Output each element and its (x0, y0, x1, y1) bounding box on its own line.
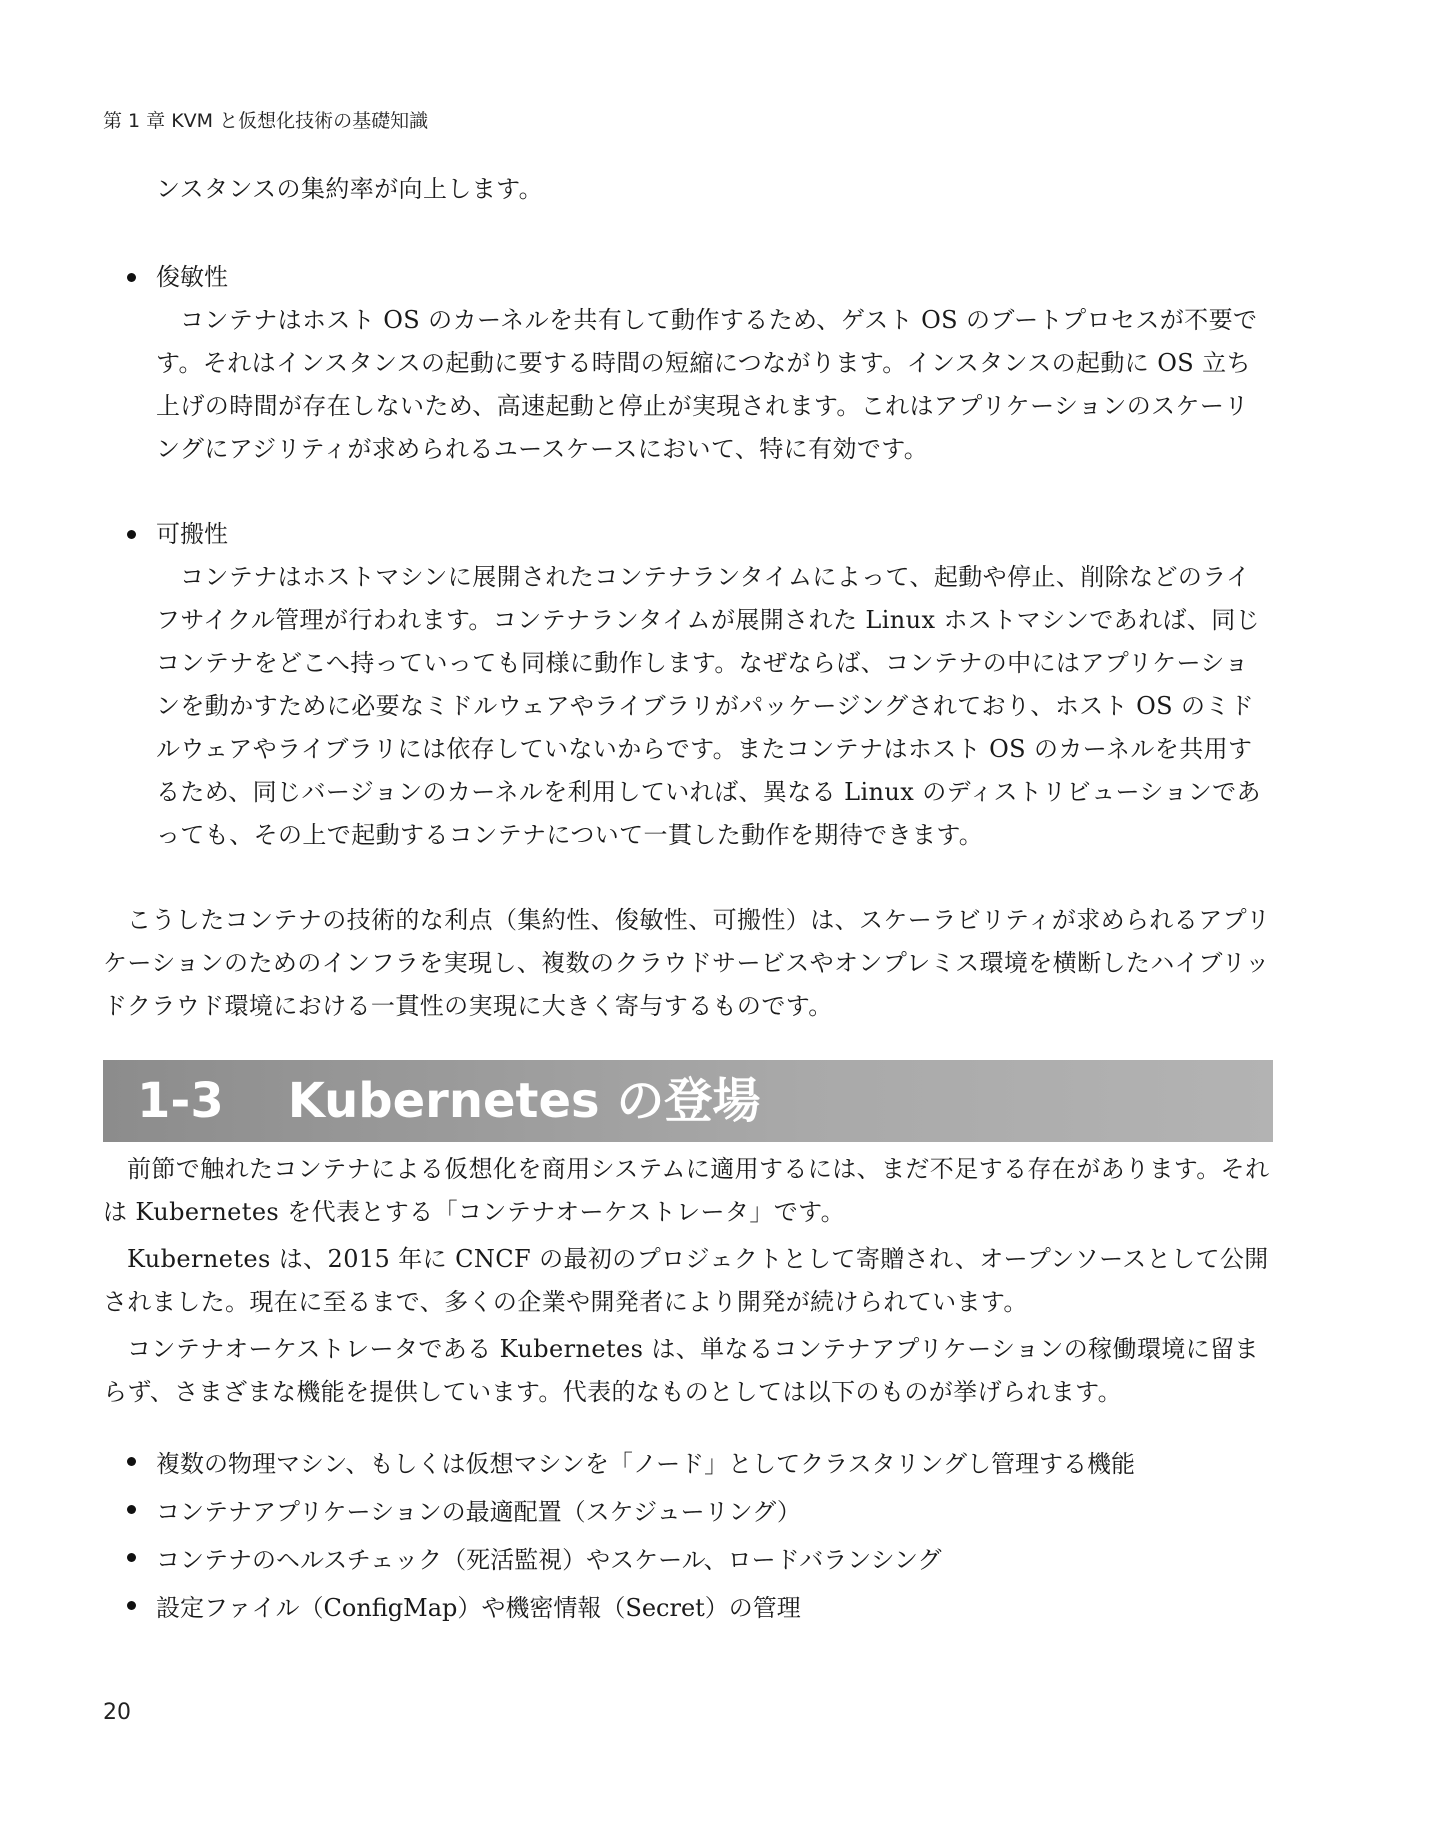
list-item-text: コンテナのヘルスチェック（死活監視）やスケール、ロードバランシング (156, 1546, 942, 1574)
bullet-icon (127, 1457, 136, 1466)
capability-list (103, 1440, 1273, 1632)
feature-title: 可搬性 (156, 520, 228, 548)
body-paragraph: Kubernetes は、2015 年に CNCF の最初のプロジェクトとして寄贈され、オープンソースとして公開されました。現在に至るまで、多くの企業や開発者により開発が続けられています。 (103, 1245, 1269, 1316)
list-item (103, 1584, 1273, 1632)
bullet-icon (127, 1553, 136, 1562)
page-number: 20 (103, 1700, 131, 1725)
body-paragraph: 前節で触れたコンテナによる仮想化を商用システムに適用するには、まだ不足する存在があります。それは Kubernetes を代表とする「コンテナオーケストレータ」です。 (103, 1155, 1270, 1226)
bullet-icon (127, 1505, 136, 1514)
section-title: Kubernetes の登場 (287, 1073, 761, 1129)
list-item-text: 設定ファイル（ConfigMap）や機密情報（Secret）の管理 (156, 1594, 801, 1622)
feature-body: コンテナはホストマシンに展開されたコンテナランタイムによって、起動や停止、削除などのライフサイクル管理が行われます。コンテナランタイムが展開された Linux ホストマシンであれば、同じコンテナをどこへ持っていっても同様に動作します。なぜならば、コンテナの中にはアプリケーションを動かすために必要なミドルウェアやライブラリがパッケージングされており、ホスト OS のミドルウェアやライブラリには依存していないからです。またコンテナはホスト OS のカーネルを共用するため、同じバージョンのカーネルを利用していれば、異なる Linux のディストリビューションであっても、その上で起動するコンテナについて一貫した動作を期待できます。 (156, 563, 1261, 849)
feature-list (103, 256, 1273, 857)
bullet-icon (127, 1601, 136, 1610)
bullet-icon (127, 273, 136, 282)
list-item-text: 複数の物理マシン、もしくは仮想マシンを「ノード」としてクラスタリングし管理する機能 (156, 1450, 1135, 1478)
list-item-text: コンテナアプリケーションの最適配置（スケジューリング） (156, 1498, 801, 1526)
running-head: 第 1 章 KVM と仮想化技術の基礎知識 (103, 110, 429, 132)
section-heading-text (137, 1068, 760, 1134)
page-content (103, 168, 1273, 1632)
summary-paragraph: こうしたコンテナの技術的な利点（集約性、俊敏性、可搬性）は、スケーラビリティが求められるアプリケーションのためのインフラを実現し、複数のクラウドサービスやオンプレミス環境を横断したハイブリッドクラウド環境における一貫性の実現に大きく寄与するものです。 (103, 906, 1271, 1020)
section-number: 1-3 (137, 1073, 224, 1129)
list-item (103, 1440, 1273, 1488)
body-paragraph: コンテナオーケストレータである Kubernetes は、単なるコンテナアプリケーションの稼働環境に留まらず、さまざまな機能を提供しています。代表的なものとしては以下のものが挙げられます。 (103, 1335, 1259, 1406)
list-item (103, 1536, 1273, 1584)
list-item (103, 1488, 1273, 1536)
feature-title: 俊敏性 (156, 263, 228, 291)
feature-item-agility (103, 256, 1273, 471)
bullet-icon (127, 530, 136, 539)
feature-body: コンテナはホスト OS のカーネルを共有して動作するため、ゲスト OS のブートプロセスが不要です。それはインスタンスの起動に要する時間の短縮につながります。インスタンスの起動に OS 立ち上げの時間が存在しないため、高速起動と停止が実現されます。これはアプリケーションのスケーリングにアジリティが求められるユースケースにおいて、特に有効です。 (156, 306, 1258, 463)
continuation-text: ンスタンスの集約率が向上します。 (156, 175, 544, 203)
section-heading (103, 1060, 1273, 1142)
feature-item-portability (103, 513, 1273, 857)
